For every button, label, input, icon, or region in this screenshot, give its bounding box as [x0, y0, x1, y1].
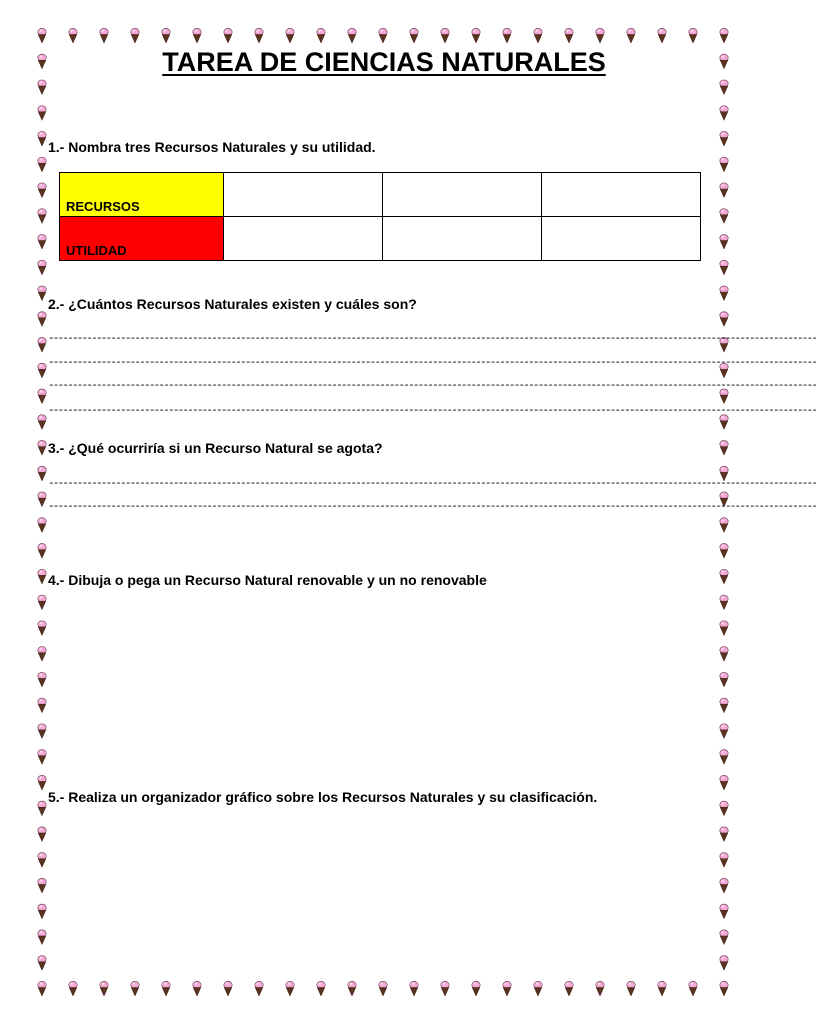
answer-line[interactable]: ----------------------------------------------------------------------------------------------------------------------------------------------------------------: [48, 333, 816, 345]
question-2: 2.- ¿Cuántos Recursos Naturales existen y cuáles son?: [48, 296, 417, 312]
table-row-resources: [60, 173, 701, 217]
answer-line[interactable]: ----------------------------------------------------------------------------------------------------------------------------------------------------------------: [48, 380, 816, 392]
utility-cell-2[interactable]: [383, 217, 542, 261]
utility-label: UTILIDAD: [60, 217, 224, 261]
resource-cell-2[interactable]: [383, 173, 542, 217]
table-row-utility: [60, 217, 701, 261]
answer-line[interactable]: ----------------------------------------------------------------------------------------------------------------------------------------------------------------: [48, 357, 816, 369]
resource-cell-1[interactable]: [224, 173, 383, 217]
answer-line[interactable]: ----------------------------------------------------------------------------------------------------------------------------------------------------------------: [48, 501, 816, 513]
question-1: 1.- Nombra tres Recursos Naturales y su utilidad.: [48, 139, 376, 155]
answer-line[interactable]: ----------------------------------------------------------------------------------------------------------------------------------------------------------------: [48, 478, 816, 490]
page-title: TAREA DE CIENCIAS NATURALES: [162, 47, 606, 77]
utility-cell-3[interactable]: [542, 217, 701, 261]
answer-line[interactable]: ----------------------------------------------------------------------------------------------------------------------------------------------------------------: [48, 405, 816, 417]
utility-cell-1[interactable]: [224, 217, 383, 261]
question-4: 4.- Dibuja o pega un Recurso Natural renovable y un no renovable: [48, 572, 487, 588]
question-3: 3.- ¿Qué ocurriría si un Recurso Natural se agota?: [48, 440, 383, 456]
resources-label: RECURSOS: [60, 173, 224, 217]
resource-cell-3[interactable]: [542, 173, 701, 217]
question-5: 5.- Realiza un organizador gráfico sobre los Recursos Naturales y su clasificación.: [48, 789, 598, 805]
resources-table: [59, 172, 701, 261]
